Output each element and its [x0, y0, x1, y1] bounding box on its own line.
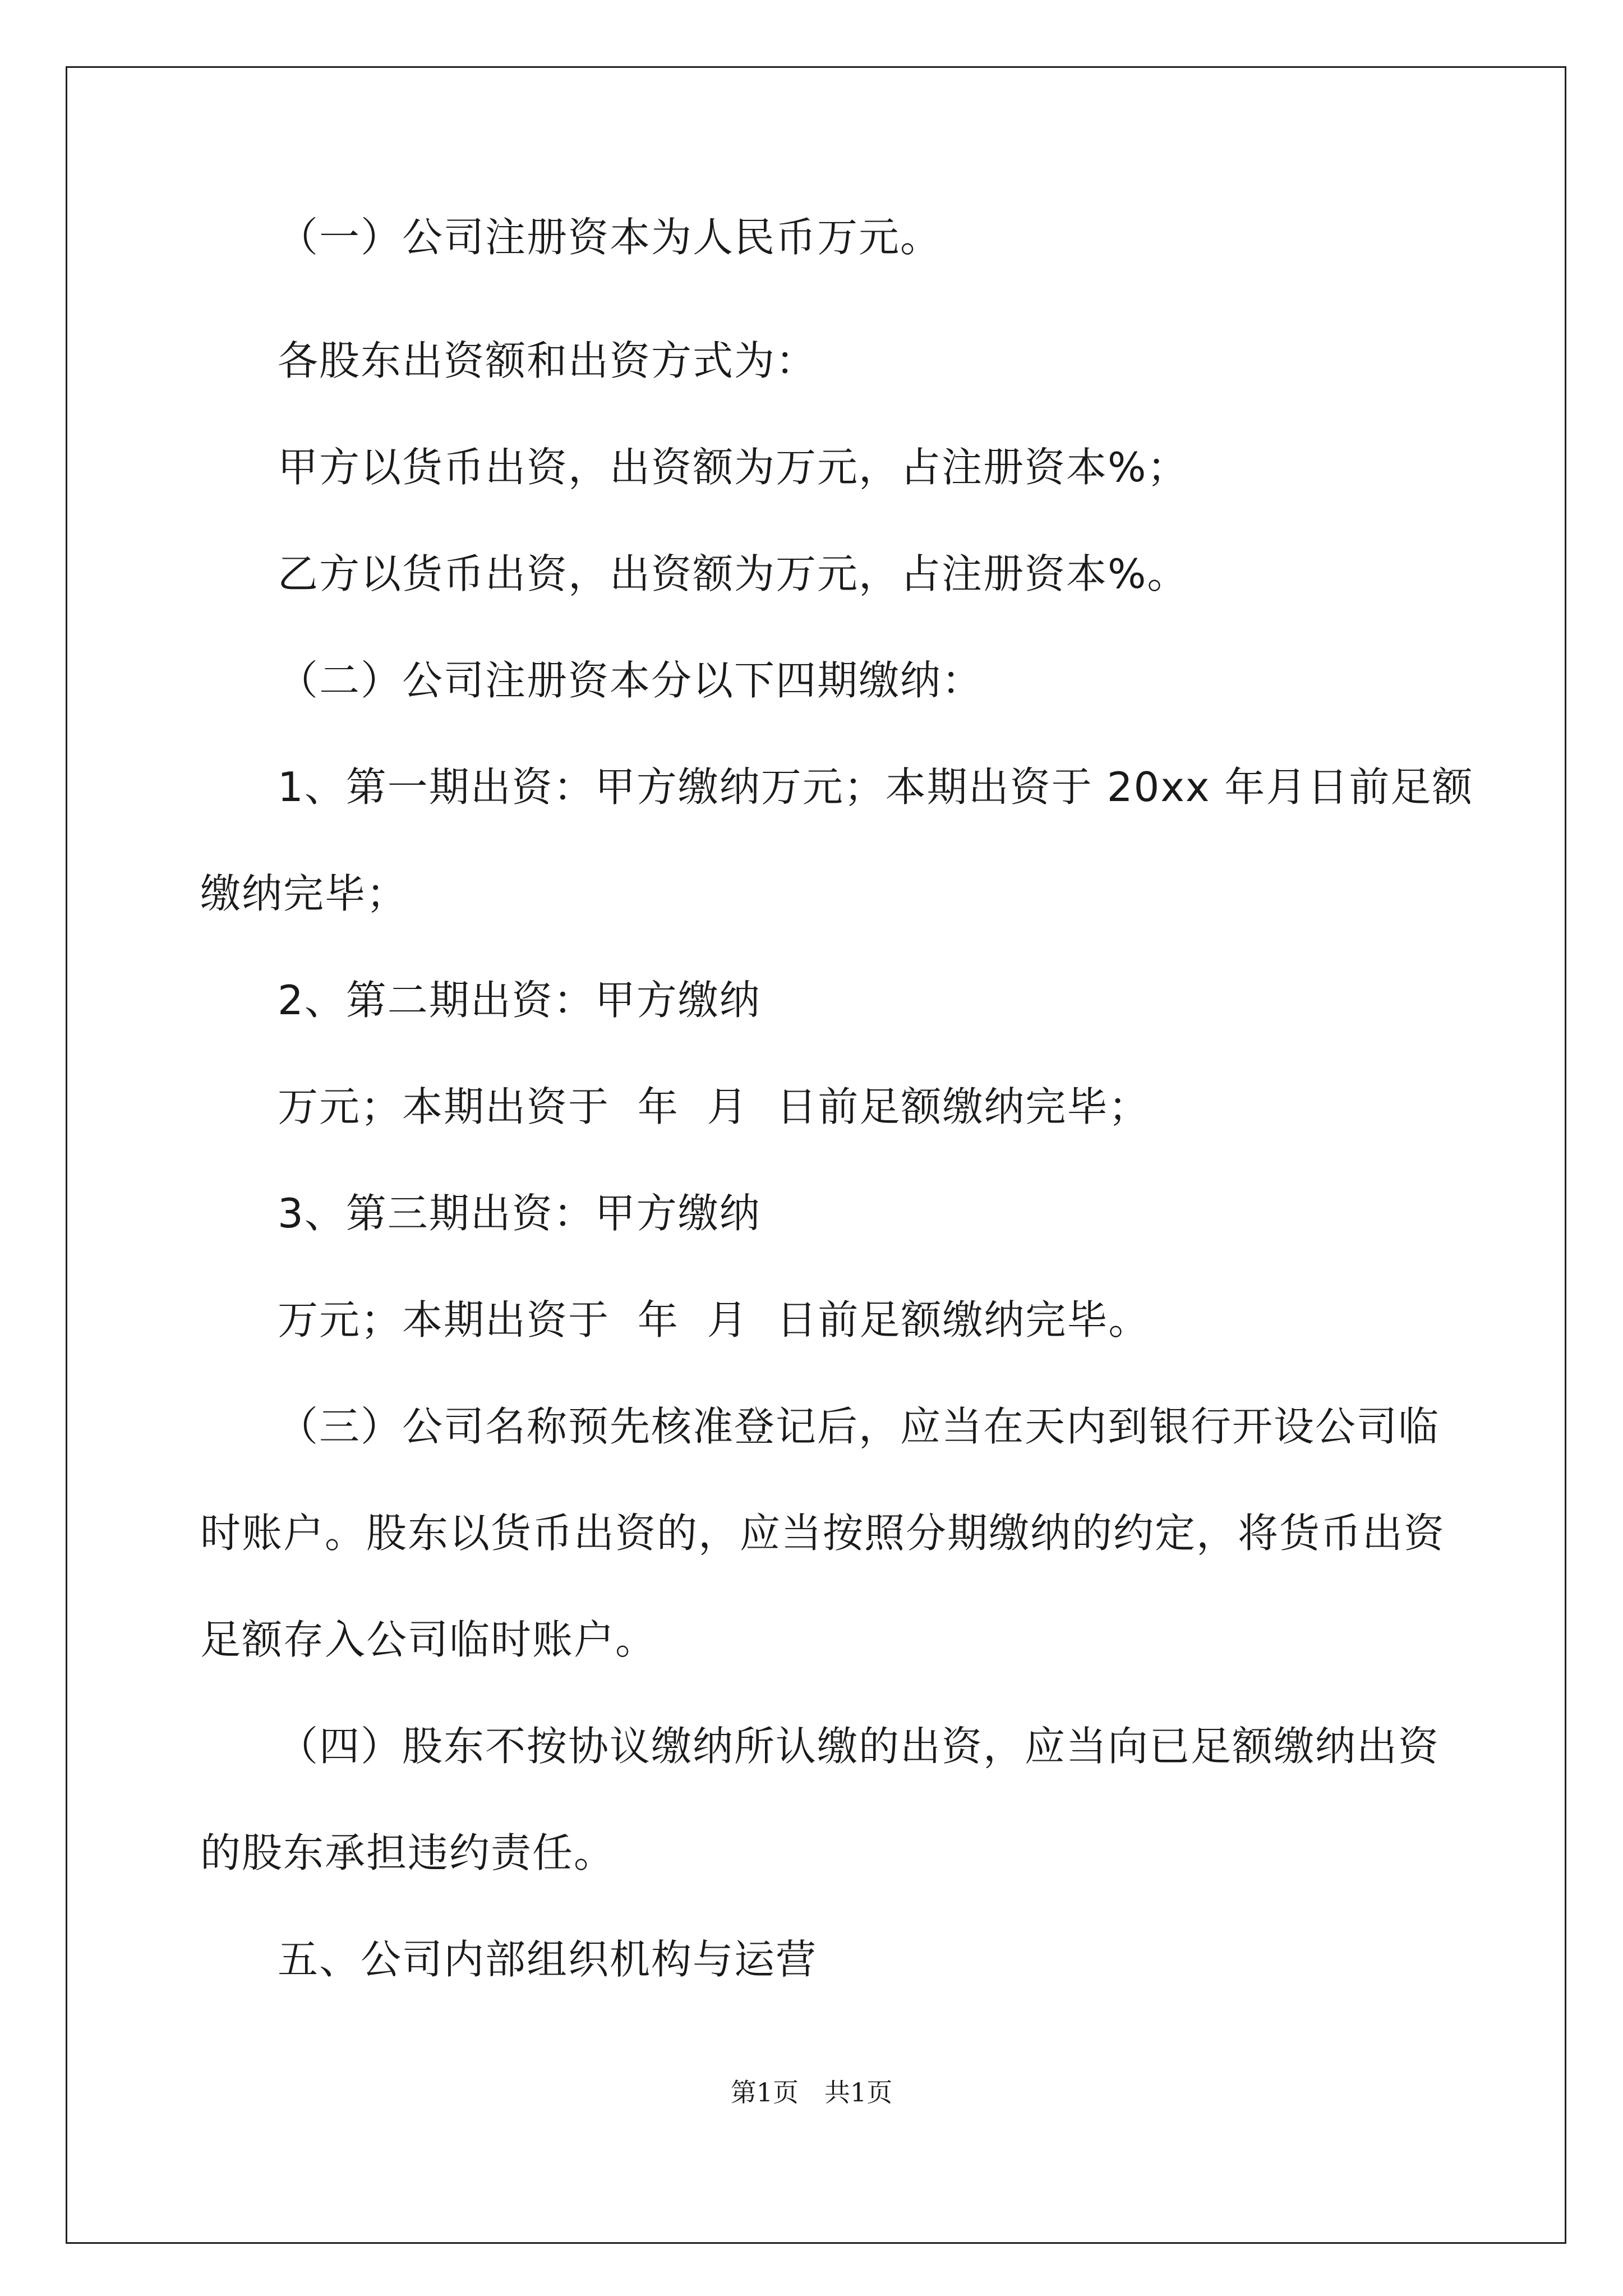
paragraph-line: 乙方以货币出资，出资额为万元，占注册资本%。	[278, 550, 1189, 597]
paragraph-line: 万元；本期出资于 年 月 日前足额缴纳完毕。	[278, 1296, 1150, 1343]
paragraph-line: （三）公司名称预先核准登记后，应当在天内到银行开设公司临	[278, 1403, 1440, 1450]
paragraph-line: 足额存入公司临时账户。	[200, 1616, 657, 1663]
paragraph-line: （一）公司注册资本为人民币万元。	[278, 214, 942, 261]
paragraph-line: 1、第一期出资：甲方缴纳万元；本期出资于 20xx 年月日前足额	[278, 763, 1474, 811]
paragraph-line: 各股东出资额和出资方式为：	[278, 337, 818, 384]
section-heading: 五、公司内部组织机构与运营	[278, 1936, 818, 1983]
paragraph-line: 甲方以货币出资，出资额为万元，占注册资本%；	[278, 444, 1189, 491]
paragraph-line: 万元；本期出资于 年 月 日前足额缴纳完毕；	[278, 1083, 1150, 1130]
paragraph-line: （四）股东不按协议缴纳所认缴的出资，应当向已足额缴纳出资	[278, 1723, 1440, 1770]
paragraph-line: 的股东承担违约责任。	[200, 1829, 616, 1876]
paragraph-line: （二）公司注册资本分以下四期缴纳：	[278, 657, 984, 704]
page-number-footer: 第1页 共1页	[730, 2077, 893, 2108]
paragraph-line: 时账户。股东以货币出资的，应当按照分期缴纳的约定，将货币出资	[200, 1510, 1446, 1557]
paragraph-line: 2、第二期出资：甲方缴纳	[278, 977, 761, 1024]
page-border	[66, 66, 1566, 2244]
paragraph-line: 缴纳完毕；	[200, 870, 408, 917]
paragraph-line: 3、第三期出资：甲方缴纳	[278, 1190, 761, 1237]
